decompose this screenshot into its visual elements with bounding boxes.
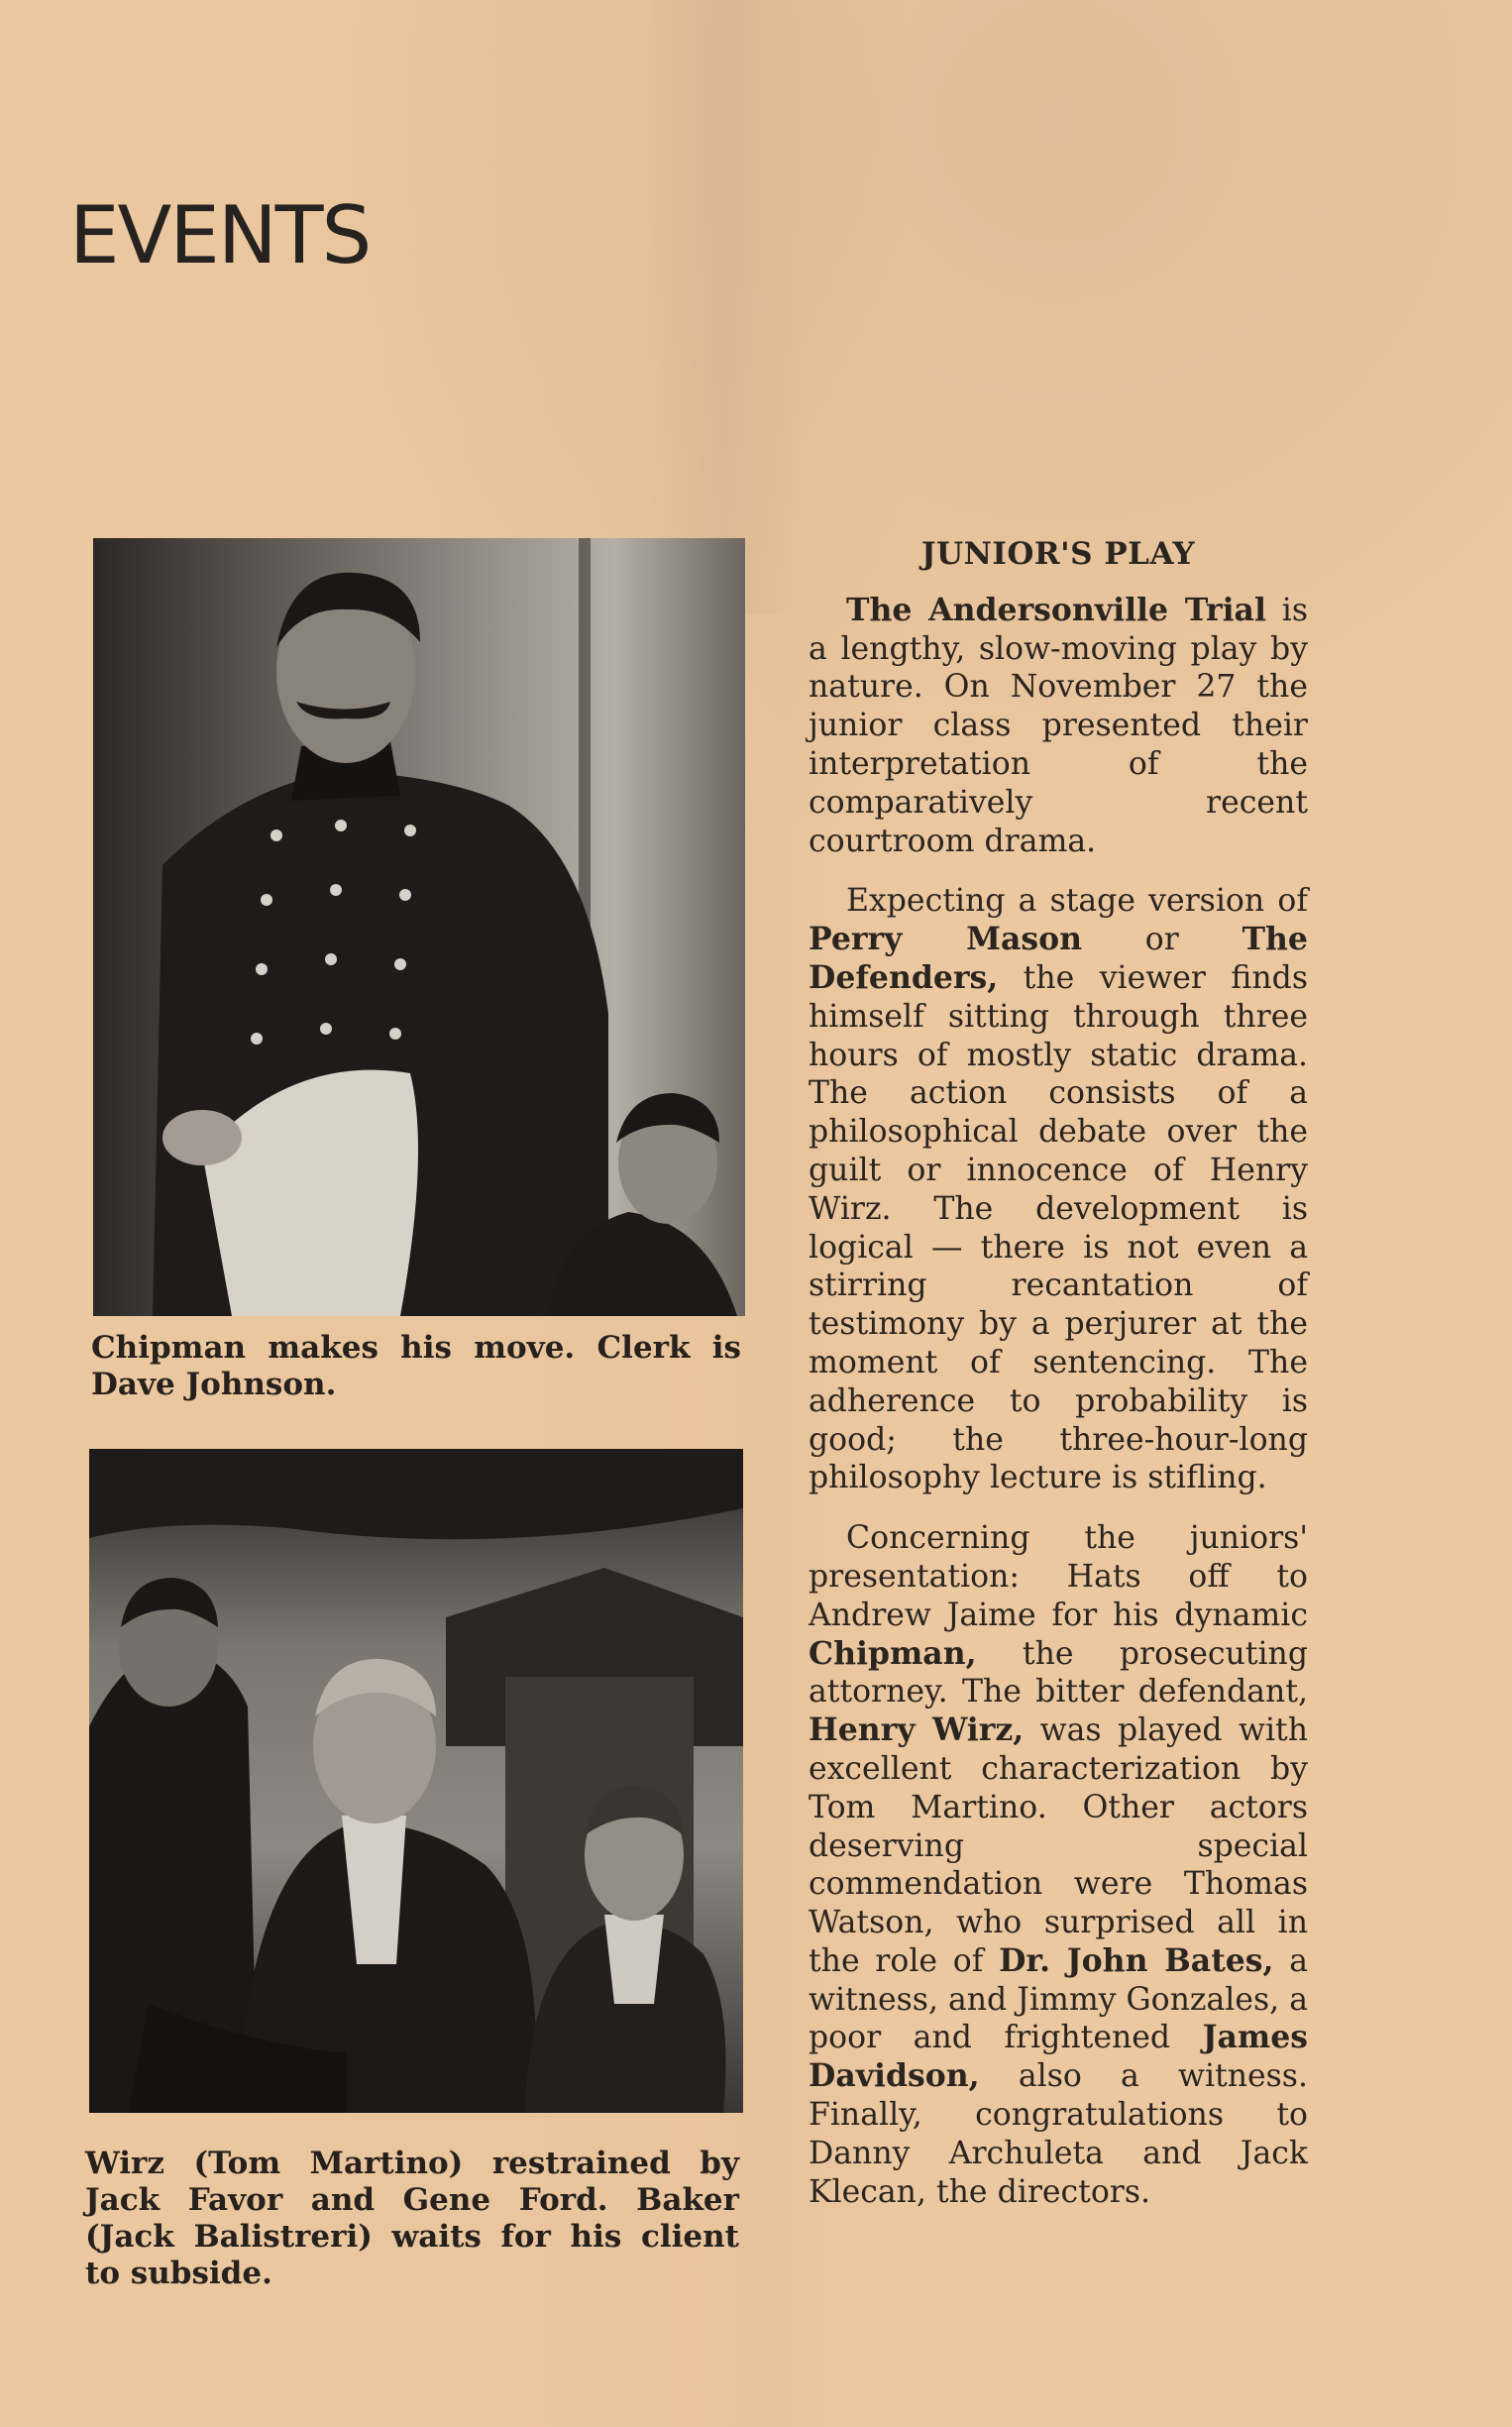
- article-paragraph-1: The Andersonville Trial is a lengthy, slow-moving play by nature. On November 27 the junior class presented their interpretation of the comparatively recent courtroom drama.: [809, 591, 1308, 859]
- article-paragraph-3: Concerning the juniors' presentation: Hats off to Andrew Jaime for his dynamic Chipman, the prosecuting attorney. The bitter defendant, Henry Wirz, was played with excellent characterization by Tom Martino. Other actors deserving special commendation were Thomas Watson, who surprised all in the role of Dr. John Bates, a witness, and Jimmy Gonzales, a poor and frightened James Davidson, also a witness. Finally, congratulations to Danny Archuleta and Jack Klecan, the directors.: [809, 1520, 1308, 2210]
- page-fold-shadow: [644, 0, 803, 614]
- article-juniors-play: [809, 535, 1308, 2233]
- photo-wirz-restrained: [89, 1449, 743, 2113]
- photo-chipman: [93, 538, 745, 1316]
- article-paragraph-2: Expecting a stage version of Perry Mason or The Defenders, the viewer finds himself sitting through three hours of mostly static drama. The action consists of a philosophical debate over the guilt or innocence of Henry Wirz. The development is logical — there is not even a stirring recantation of testimony by a perjurer at the moment of sentencing. The adherence to probability is good; the three-hour-long philosophy lecture is stifling.: [809, 883, 1308, 1496]
- photo-caption-1: Chipman makes his move. Clerk is Dave Johnson.: [91, 1330, 741, 1402]
- photo-caption-2: Wirz (Tom Martino) restrained by Jack Favor and Gene Ford. Baker (Jack Balistreri) waits for his client to subside.: [85, 2146, 739, 2291]
- play-title: The Andersonville Trial: [846, 591, 1266, 628]
- section-title: EVENTS: [69, 189, 371, 281]
- article-heading: JUNIOR'S PLAY: [920, 536, 1196, 572]
